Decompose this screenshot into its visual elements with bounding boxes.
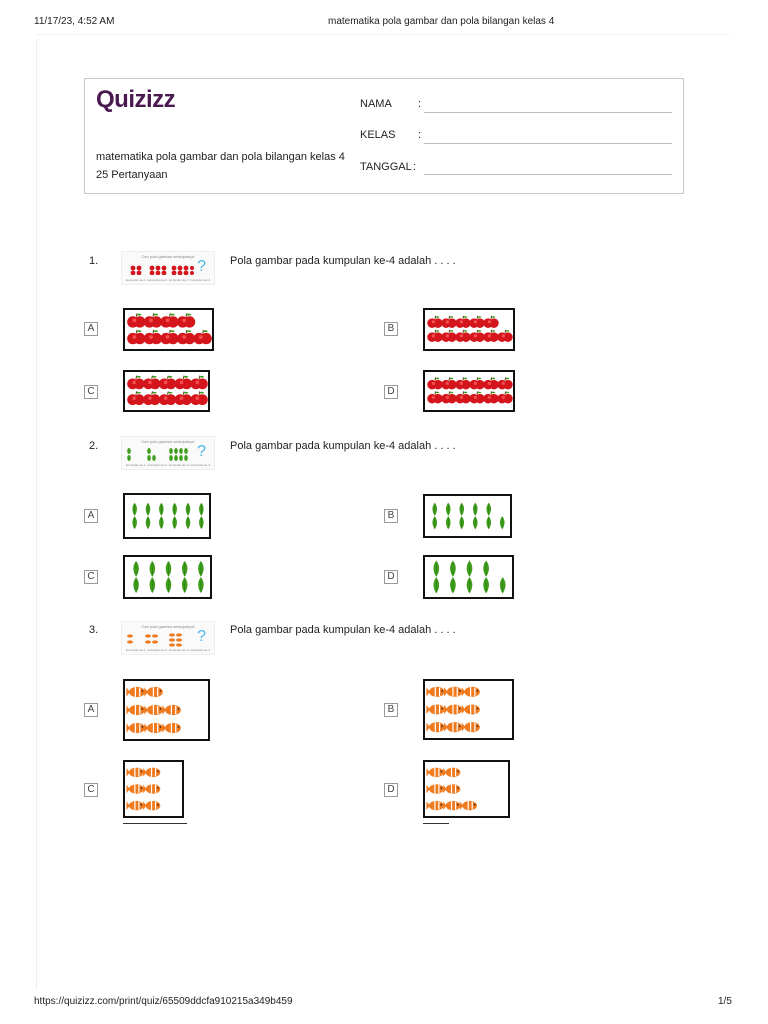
- option-a-image[interactable]: [123, 308, 214, 351]
- print-url: https://quizizz.com/print/quiz/65509ddcfa910215a349b459: [34, 996, 293, 1007]
- image-label: kumpulan ke-3: [168, 278, 189, 282]
- image-label: kumpulan ke-4: [190, 463, 210, 467]
- fish-icon: [143, 801, 160, 811]
- leaf-icon: [182, 561, 188, 577]
- apple-icon: [175, 391, 192, 405]
- fish-icon: [443, 784, 460, 794]
- field-label-nama: NAMA: [360, 98, 392, 110]
- question-text: Pola gambar pada kumpulan ke-4 adalah . . . .: [230, 624, 456, 636]
- field-sep: :: [413, 161, 417, 173]
- apple-icon: [127, 391, 144, 405]
- apple-icon: [177, 313, 195, 327]
- leaf-icon: [186, 516, 191, 529]
- leaf-icon: [159, 503, 164, 516]
- question-text: Pola gambar pada kumpulan ke-4 adalah . . . .: [230, 440, 456, 452]
- leaf-icon: [159, 516, 164, 529]
- apple-icon: [144, 313, 162, 327]
- apple-icon: [483, 377, 498, 389]
- leaf-icon: [459, 516, 464, 529]
- question-count: 25 Pertanyaan: [96, 169, 168, 181]
- fish-icon: [127, 801, 144, 811]
- top-divider: [36, 34, 730, 35]
- leaf-icon: [432, 503, 437, 516]
- fish-icon: [162, 723, 180, 733]
- apple-icon: [177, 330, 195, 344]
- apple-icon: [427, 377, 442, 389]
- print-datetime: 11/17/23, 4:52 AM: [34, 16, 115, 27]
- leaf-icon: [446, 503, 451, 516]
- fish-icon: [462, 704, 480, 714]
- option-d-label[interactable]: D: [384, 570, 398, 584]
- leaf-icon: [433, 560, 439, 576]
- option-a-label[interactable]: A: [84, 703, 98, 717]
- image-label: kumpulan ke-2: [147, 463, 168, 467]
- leaf-icon: [500, 577, 506, 593]
- apple-icon: [427, 330, 442, 342]
- leaf-icon: [132, 503, 137, 516]
- apple-icon: [469, 330, 484, 342]
- leaf-icon: [446, 516, 451, 529]
- image-underline: [423, 823, 449, 824]
- option-b-image[interactable]: [423, 308, 515, 351]
- fish-icon: [427, 801, 444, 811]
- tanggal-input-line[interactable]: [424, 174, 672, 175]
- apple-icon: [190, 376, 207, 390]
- leaf-icon: [150, 577, 156, 593]
- leaf-icon: [483, 560, 489, 576]
- apple-icon: [469, 316, 484, 328]
- apple-icon: [194, 330, 212, 344]
- option-c-label[interactable]: C: [84, 783, 98, 797]
- fish-icon: [426, 722, 444, 732]
- option-c-image[interactable]: [123, 555, 212, 599]
- question-image: [121, 436, 215, 470]
- image-caption: Cari pola gambar selanjutnya!: [141, 624, 195, 629]
- image-leaf-groups: [126, 447, 196, 463]
- option-c-label[interactable]: C: [84, 570, 98, 584]
- question-text: Pola gambar pada kumpulan ke-4 adalah . . . .: [230, 255, 456, 267]
- image-labels: [126, 648, 210, 652]
- fish-icon: [427, 784, 444, 794]
- option-d-image[interactable]: [423, 370, 515, 412]
- option-b-label[interactable]: B: [384, 509, 398, 523]
- apple-icon: [483, 391, 498, 403]
- fish-icon: [443, 801, 460, 811]
- image-label: kumpulan ke-1: [126, 463, 146, 467]
- fish-icon: [143, 784, 160, 794]
- fish-icon: [426, 687, 444, 697]
- quiz-title: matematika pola gambar dan pola bilangan kelas 4: [96, 151, 345, 163]
- apple-icon: [455, 330, 470, 342]
- fish-icon: [127, 784, 144, 794]
- apple-icon: [427, 316, 442, 328]
- leaf-icon: [486, 503, 491, 516]
- question-number: 2.: [89, 440, 99, 452]
- leaf-icon: [186, 503, 191, 516]
- page-margin-line: [36, 40, 37, 990]
- field-sep: :: [418, 98, 422, 110]
- image-label: kumpulan ke-2: [147, 278, 168, 282]
- leaf-icon: [199, 516, 204, 529]
- option-d-label[interactable]: D: [384, 385, 398, 399]
- leaf-icon: [146, 516, 151, 529]
- fish-icon: [460, 801, 477, 811]
- apple-icon: [127, 376, 144, 390]
- print-doc-title: matematika pola gambar dan pola bilangan kelas 4: [328, 16, 555, 27]
- question-number: 1.: [89, 255, 99, 267]
- fish-icon: [426, 704, 444, 714]
- leaf-icon: [450, 577, 456, 593]
- option-b-label[interactable]: B: [384, 322, 398, 336]
- option-d-label[interactable]: D: [384, 783, 398, 797]
- fish-icon: [443, 768, 460, 778]
- question-image: [121, 621, 215, 655]
- leaf-icon: [486, 516, 491, 529]
- apple-icon: [469, 377, 484, 389]
- leaf-icon: [133, 561, 139, 577]
- nama-input-line[interactable]: [424, 112, 672, 113]
- option-b-image[interactable]: [423, 679, 514, 740]
- apple-icon: [497, 391, 512, 403]
- leaf-icon: [166, 561, 172, 577]
- option-a-image[interactable]: [123, 679, 210, 741]
- image-apple-groups: [130, 265, 194, 275]
- apple-icon: [455, 391, 470, 403]
- leaf-icon: [459, 503, 464, 516]
- page-number: 1/5: [718, 996, 732, 1007]
- leaf-icon: [483, 577, 489, 593]
- leaf-icon: [198, 561, 204, 577]
- option-c-label[interactable]: C: [84, 385, 98, 399]
- fish-icon: [462, 687, 480, 697]
- logo-text: Quizizz: [96, 86, 176, 113]
- field-sep: :: [418, 129, 422, 141]
- option-d-image[interactable]: [423, 555, 514, 599]
- image-fish-groups: [126, 632, 196, 648]
- leaf-icon: [132, 516, 137, 529]
- apple-icon: [144, 330, 162, 344]
- option-a-image[interactable]: [123, 493, 211, 539]
- apple-icon: [160, 330, 178, 344]
- apple-icon: [159, 391, 176, 405]
- field-label-tanggal: TANGGAL: [360, 161, 412, 173]
- quizizz-logo: [96, 86, 175, 114]
- fish-icon: [462, 722, 480, 732]
- leaf-icon: [467, 577, 473, 593]
- image-underline: [123, 823, 187, 824]
- apple-icon: [483, 330, 498, 342]
- apple-icon: [441, 316, 456, 328]
- apple-icon: [441, 391, 456, 403]
- image-label: kumpulan ke-4: [190, 278, 210, 282]
- image-labels: [126, 463, 210, 467]
- fish-icon: [144, 687, 162, 697]
- leaf-icon: [473, 503, 478, 516]
- fish-icon: [143, 768, 160, 778]
- leaf-icon: [182, 577, 188, 593]
- kelas-input-line[interactable]: [424, 143, 672, 144]
- image-label: kumpulan ke-3: [168, 648, 189, 652]
- option-d-image[interactable]: [423, 760, 510, 818]
- leaf-icon: [172, 516, 177, 529]
- apple-icon: [455, 316, 470, 328]
- option-c-image[interactable]: [123, 760, 184, 818]
- apple-icon: [469, 391, 484, 403]
- leaf-icon: [146, 503, 151, 516]
- question-mark-icon: ?: [197, 258, 206, 275]
- fish-icon: [126, 723, 144, 733]
- apple-icon: [159, 376, 176, 390]
- fish-icon: [144, 705, 162, 715]
- fish-icon: [444, 722, 462, 732]
- apple-icon: [160, 313, 178, 327]
- image-caption: Cari pola gambar selanjutnya!: [141, 254, 195, 259]
- leaf-icon: [150, 561, 156, 577]
- apple-icon: [143, 391, 160, 405]
- image-labels: [126, 278, 210, 282]
- apple-icon: [427, 391, 442, 403]
- fish-icon: [444, 704, 462, 714]
- leaf-icon: [433, 577, 439, 593]
- leaf-icon: [467, 560, 473, 576]
- question-number: 3.: [89, 624, 99, 636]
- apple-icon: [190, 391, 207, 405]
- apple-icon: [175, 376, 192, 390]
- apple-icon: [441, 377, 456, 389]
- fish-icon: [144, 723, 162, 733]
- fish-icon: [427, 768, 444, 778]
- option-a-label[interactable]: A: [84, 509, 98, 523]
- fish-icon: [126, 705, 144, 715]
- leaf-icon: [432, 516, 437, 529]
- question-mark-icon: ?: [197, 628, 206, 645]
- option-b-label[interactable]: B: [384, 703, 398, 717]
- leaf-icon: [199, 503, 204, 516]
- leaf-icon: [500, 516, 505, 529]
- leaf-icon: [473, 516, 478, 529]
- fish-icon: [127, 768, 144, 778]
- apple-icon: [497, 330, 512, 342]
- field-label-kelas: KELAS: [360, 129, 396, 141]
- apple-icon: [441, 330, 456, 342]
- image-caption: Cari pola gambar selanjutnya!: [141, 439, 195, 444]
- leaf-icon: [133, 577, 139, 593]
- option-a-label[interactable]: A: [84, 322, 98, 336]
- apple-icon: [455, 377, 470, 389]
- apple-icon: [483, 316, 498, 328]
- leaf-icon: [166, 577, 172, 593]
- image-label: kumpulan ke-1: [126, 278, 146, 282]
- leaf-icon: [198, 577, 204, 593]
- fish-icon: [162, 705, 180, 715]
- fish-icon: [126, 687, 144, 697]
- leaf-icon: [172, 503, 177, 516]
- option-c-image[interactable]: [123, 370, 210, 412]
- image-label: kumpulan ke-2: [147, 648, 168, 652]
- image-label: kumpulan ke-1: [126, 648, 146, 652]
- fish-icon: [444, 687, 462, 697]
- image-label: kumpulan ke-3: [168, 463, 189, 467]
- apple-icon: [127, 313, 145, 327]
- image-label: kumpulan ke-4: [190, 648, 210, 652]
- leaf-icon: [450, 560, 456, 576]
- apple-icon: [143, 376, 160, 390]
- question-mark-icon: ?: [197, 443, 206, 460]
- apple-icon: [127, 330, 145, 344]
- option-b-image[interactable]: [423, 494, 512, 538]
- question-image: [121, 251, 215, 285]
- apple-icon: [497, 377, 512, 389]
